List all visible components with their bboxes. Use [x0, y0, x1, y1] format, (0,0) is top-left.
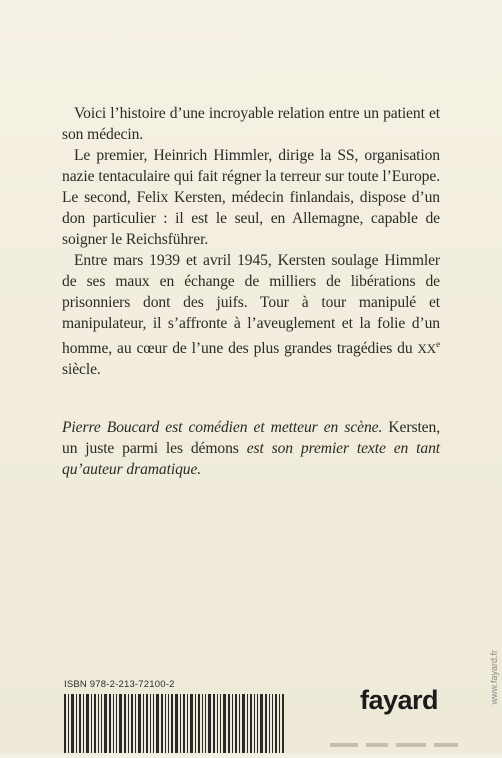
cropped-footer-text — [330, 742, 470, 748]
blurb-paragraph-3-text: Entre mars 1939 et avril 1945, Kersten soulage Himmler de ses maux en échange de milliers de libérations de prisonniers dont des juifs. Tour à tour manipulé et manipulateur, il s’affronte à l’aveuglement et la folie d’un homme, au cœur de l’une des plus grandes tragédies du — [62, 252, 440, 358]
watermark-text: www.fayard.fr — [489, 650, 499, 705]
publisher-logo: fayard — [360, 685, 439, 715]
century-numeral: XX — [417, 341, 437, 357]
author-note-italic-1: Pierre Boucard est comédien et metteur en scène. — [62, 419, 383, 437]
author-note-italic-2: est son premier texte en tant qu’auteur dramatique. — [62, 440, 440, 479]
barcode-icon — [64, 694, 284, 753]
blurb-paragraph-2: Le premier, Heinrich Himmler, dirige la SS, organisation nazie tentaculaire qui fait régner la terreur sur toute l’Europe. Le second, Felix Kersten, médecin finlandais, dispose d’un don particulier : il est le seul, en Allemagne, capable de soigner le Reichsführer. — [62, 147, 440, 248]
blurb-paragraph-3-end: siècle. — [62, 361, 101, 379]
blurb-paragraph-3 — [62, 250, 440, 380]
author-note-title: Kersten, un juste parmi les démons — [62, 419, 440, 458]
author-note — [62, 417, 440, 480]
blurb — [62, 103, 440, 496]
blurb-paragraph-1: Voici l’histoire d’une incroyable relation entre un patient et son médecin. — [62, 105, 440, 143]
century-superscript: e — [436, 339, 440, 349]
barcode — [64, 694, 284, 753]
isbn-text: ISBN 978-2-213-72100-2 — [64, 679, 175, 690]
